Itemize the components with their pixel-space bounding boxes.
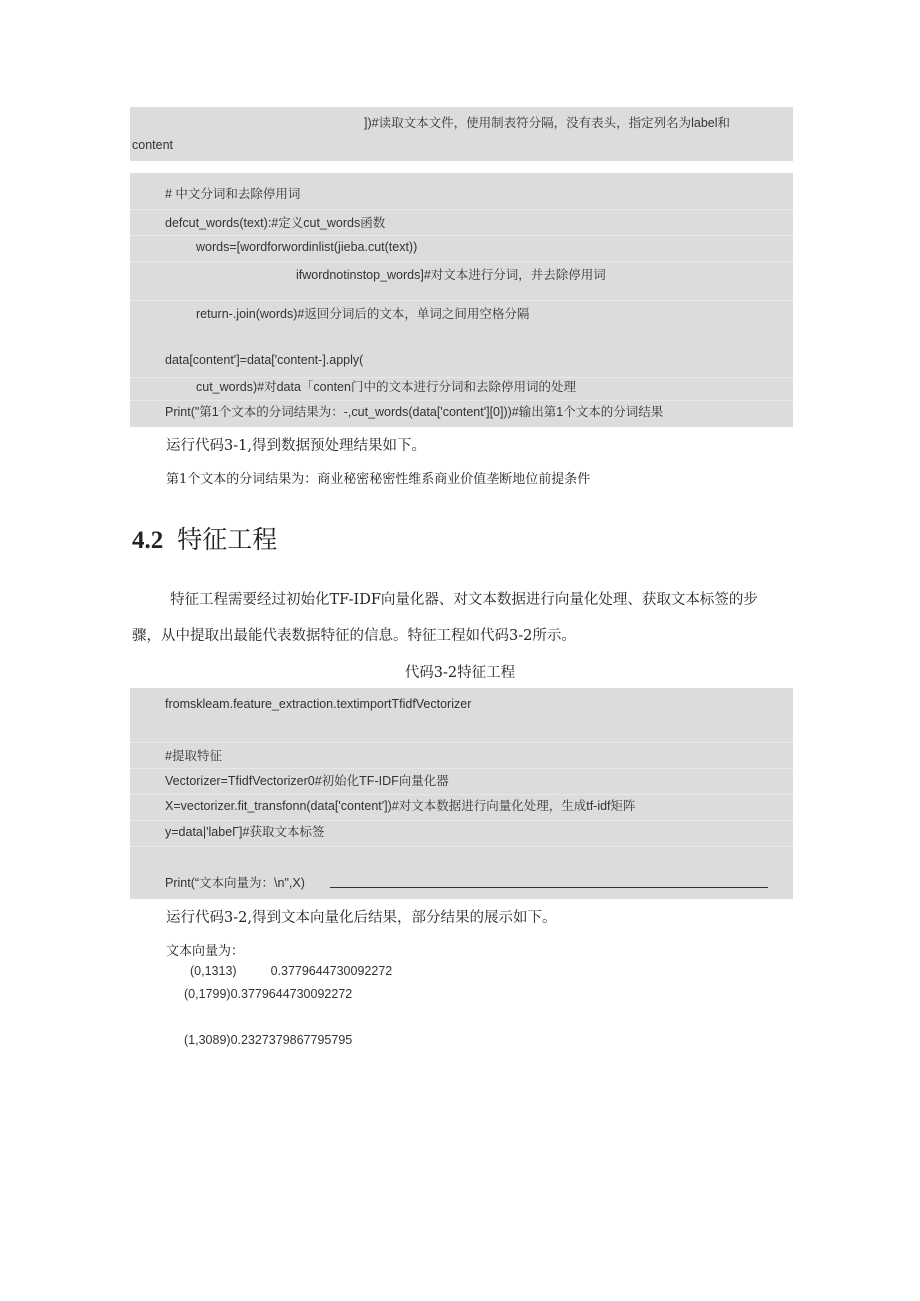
code-line: #提取特征 — [165, 749, 222, 763]
code-block-cut-words — [130, 173, 793, 427]
code-line: data[content']=data['content-].apply( — [165, 353, 364, 367]
output-row-value: 0.3779644730092272 — [270, 964, 393, 978]
code-line: defcut_words(text):#定义cut_words函数 — [165, 216, 386, 230]
code-line: content — [132, 138, 174, 152]
code-line: Vectorizer=TfidfVectorizer0#初始化TF-IDF向量化器 — [165, 774, 449, 788]
output-row-index: (0,1313) — [190, 964, 237, 978]
section-title: 特征工程 — [177, 525, 278, 554]
code-line: fromskleam.feature_extraction.textimportTfidfVectorizer — [165, 697, 472, 711]
code-line: ifwordnotinstop_words]#对文本进行分词，并去除停用词 — [296, 268, 606, 282]
section-heading — [132, 520, 277, 556]
output-row-value: 0.2327379867795795 — [230, 1033, 353, 1047]
paragraph-run-code-3-1: 运行代码3-1,得到数据预处理结果如下。 — [166, 438, 426, 454]
underline-rule — [330, 887, 768, 888]
output-row — [184, 1033, 352, 1047]
body-paragraph-line-2: 骤，从中提取出最能代表数据特征的信息。特征工程如代码3-2所示。 — [132, 628, 576, 644]
body-paragraph-line-1: 特征工程需要经过初始化TF-IDF向量化器、对文本数据进行向量化处理、获取文本标签的步 — [170, 592, 758, 608]
code-line: Print("第1个文本的分词结果为：-,cut_words(data['content'][0]))#输出第1个文本的分词结果 — [165, 405, 664, 419]
code-line: cut_words)#对data「conten门中的文本进行分词和去除停用词的处理 — [196, 380, 576, 394]
output-row — [190, 964, 392, 978]
code-line: # 中文分词和去除停用词 — [165, 187, 301, 201]
code-line: return-.join(words)#返回分词后的文本，单词之间用空格分隔 — [196, 307, 530, 321]
paragraph-run-code-3-2: 运行代码3-2,得到文本向量化后结果，部分结果的展示如下。 — [166, 910, 557, 926]
output-header: 文本向量为： — [166, 944, 245, 959]
section-number: 4.2 — [132, 527, 164, 554]
code-caption: 代码3-2特征工程 — [404, 665, 516, 681]
segmentation-result: 第1个文本的分词结果为：商业秘密秘密性维系商业价值垄断地位前提条件 — [166, 472, 591, 487]
code-line: X=vectorizer.fit_transfonn(data['content'])#对文本数据进行向量化处理，生成tf-idf矩阵 — [165, 799, 636, 813]
code-line: ])#读取文本文件，使用制表符分隔，没有表头，指定列名为label和 — [364, 116, 730, 130]
code-block-read-file — [130, 107, 793, 161]
output-row-index: (1,3089) — [184, 1033, 231, 1047]
output-row-value: 0.3779644730092272 — [230, 987, 353, 1001]
code-line: y=data|'labeΓ]#获取文本标签 — [165, 825, 325, 839]
code-line: words=[wordforwordinlist(jieba.cut(text)) — [196, 240, 418, 254]
output-row-index: (0,1799) — [184, 987, 231, 1001]
code-block-feature-engineering — [130, 688, 793, 899]
code-line: Print(“文本向量为：\n",X) — [165, 876, 305, 890]
output-row — [184, 987, 352, 1001]
